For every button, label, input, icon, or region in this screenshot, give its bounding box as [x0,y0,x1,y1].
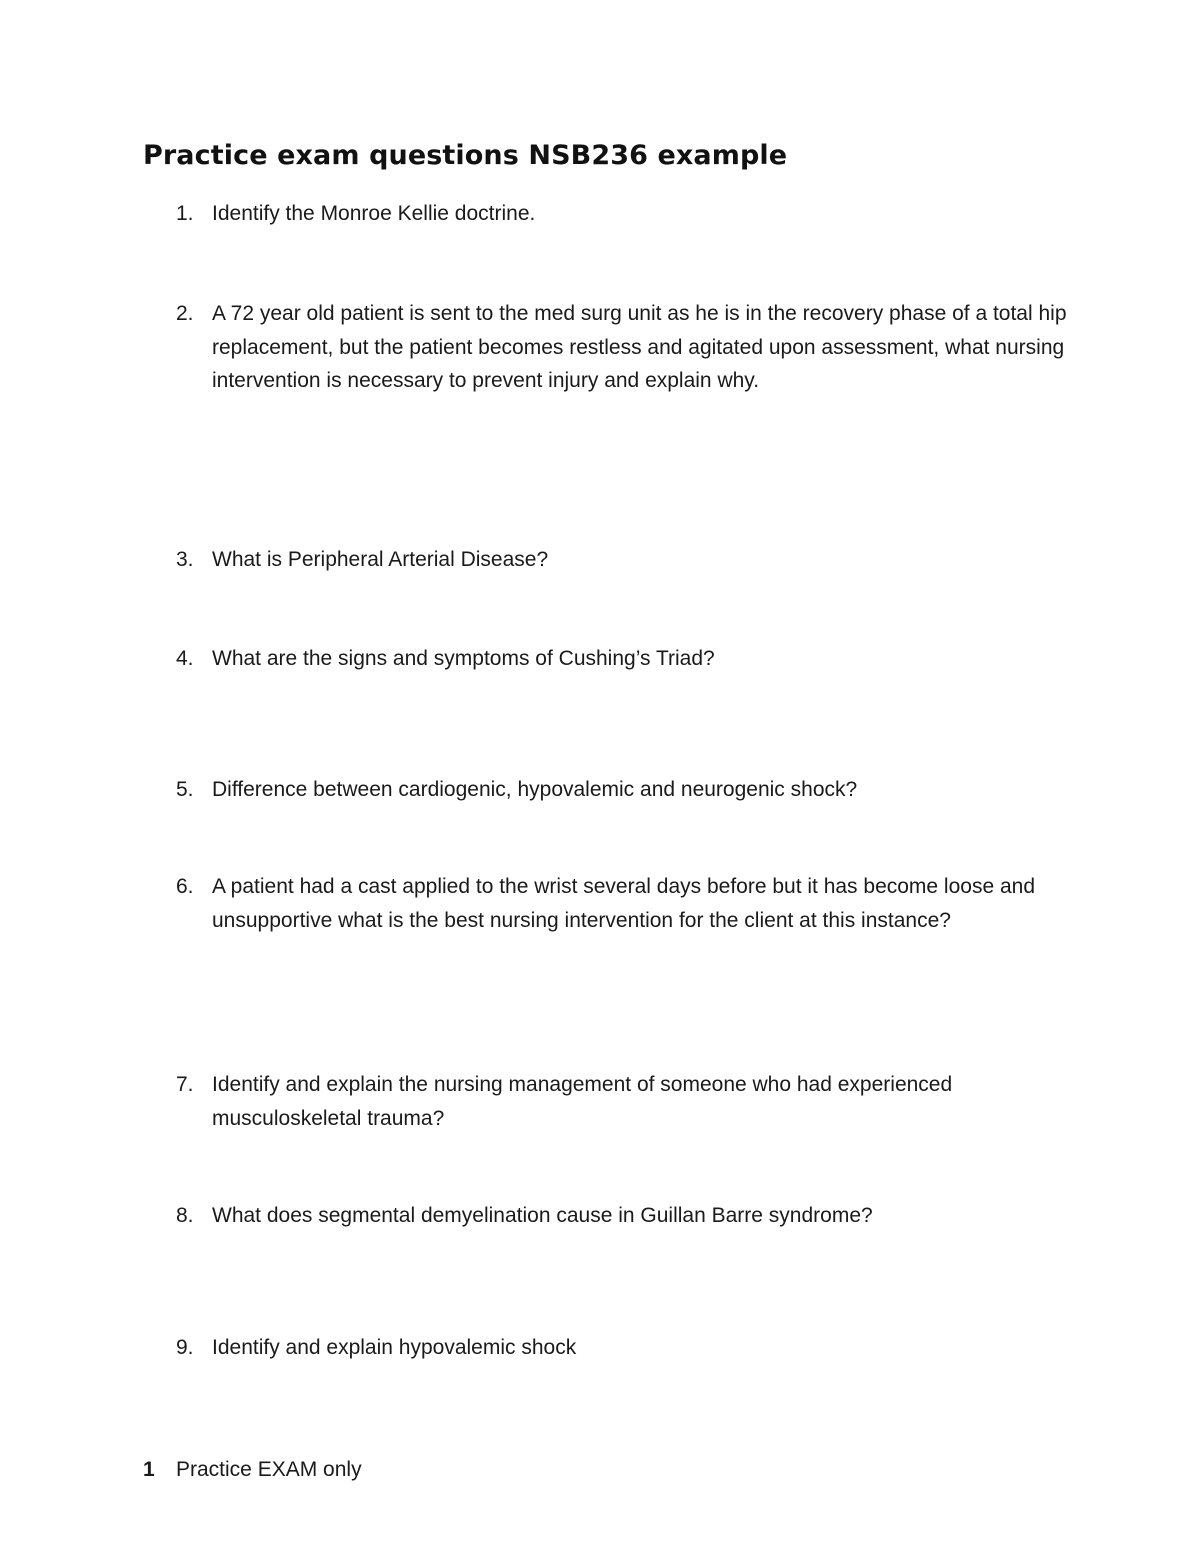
question-item [176,1199,1076,1233]
question-number: 6. [176,875,194,898]
question-item [176,1331,1076,1365]
question-item [176,1068,1076,1135]
page-footer [143,1455,362,1485]
question-number: 2. [176,302,194,325]
question-text: A 72 year old patient is sent to the med surg unit as he is in the recovery phase of a total hip replacement, but the patient becomes restless and agitated upon assessment, what nursing intervention is necessary to prevent injury and explain why. [212,302,1067,392]
question-text: What is Peripheral Arterial Disease? [212,548,549,571]
question-text: Identify and explain the nursing management of someone who had experienced musculoskeletal trauma? [212,1073,953,1130]
question-item [176,773,1076,807]
question-text: Difference between cardiogenic, hypovalemic and neurogenic shock? [212,778,858,801]
footer-text: Practice EXAM only [176,1458,362,1481]
question-number: 7. [176,1073,194,1096]
question-number: 4. [176,647,194,670]
page-title: Practice exam questions NSB236 example [143,140,788,171]
question-item [176,870,1076,937]
question-text: Identify the Monroe Kellie doctrine. [212,202,536,225]
question-item [176,297,1076,398]
question-item [176,197,1076,231]
question-number: 3. [176,548,194,571]
question-text: What are the signs and symptoms of Cushing’s Triad? [212,647,715,670]
question-text: A patient had a cast applied to the wrist several days before but it has become loose and unsupportive what is the best nursing intervention for the client at this instance? [212,875,1036,932]
question-number: 5. [176,778,194,801]
question-number: 9. [176,1336,194,1359]
question-item [176,543,1076,577]
question-item [176,642,1076,676]
footer-page-number: 1 [143,1458,155,1481]
question-number: 1. [176,202,194,225]
question-text: Identify and explain hypovalemic shock [212,1336,577,1359]
question-number: 8. [176,1204,194,1227]
question-text: What does segmental demyelination cause in Guillan Barre syndrome? [212,1204,873,1227]
